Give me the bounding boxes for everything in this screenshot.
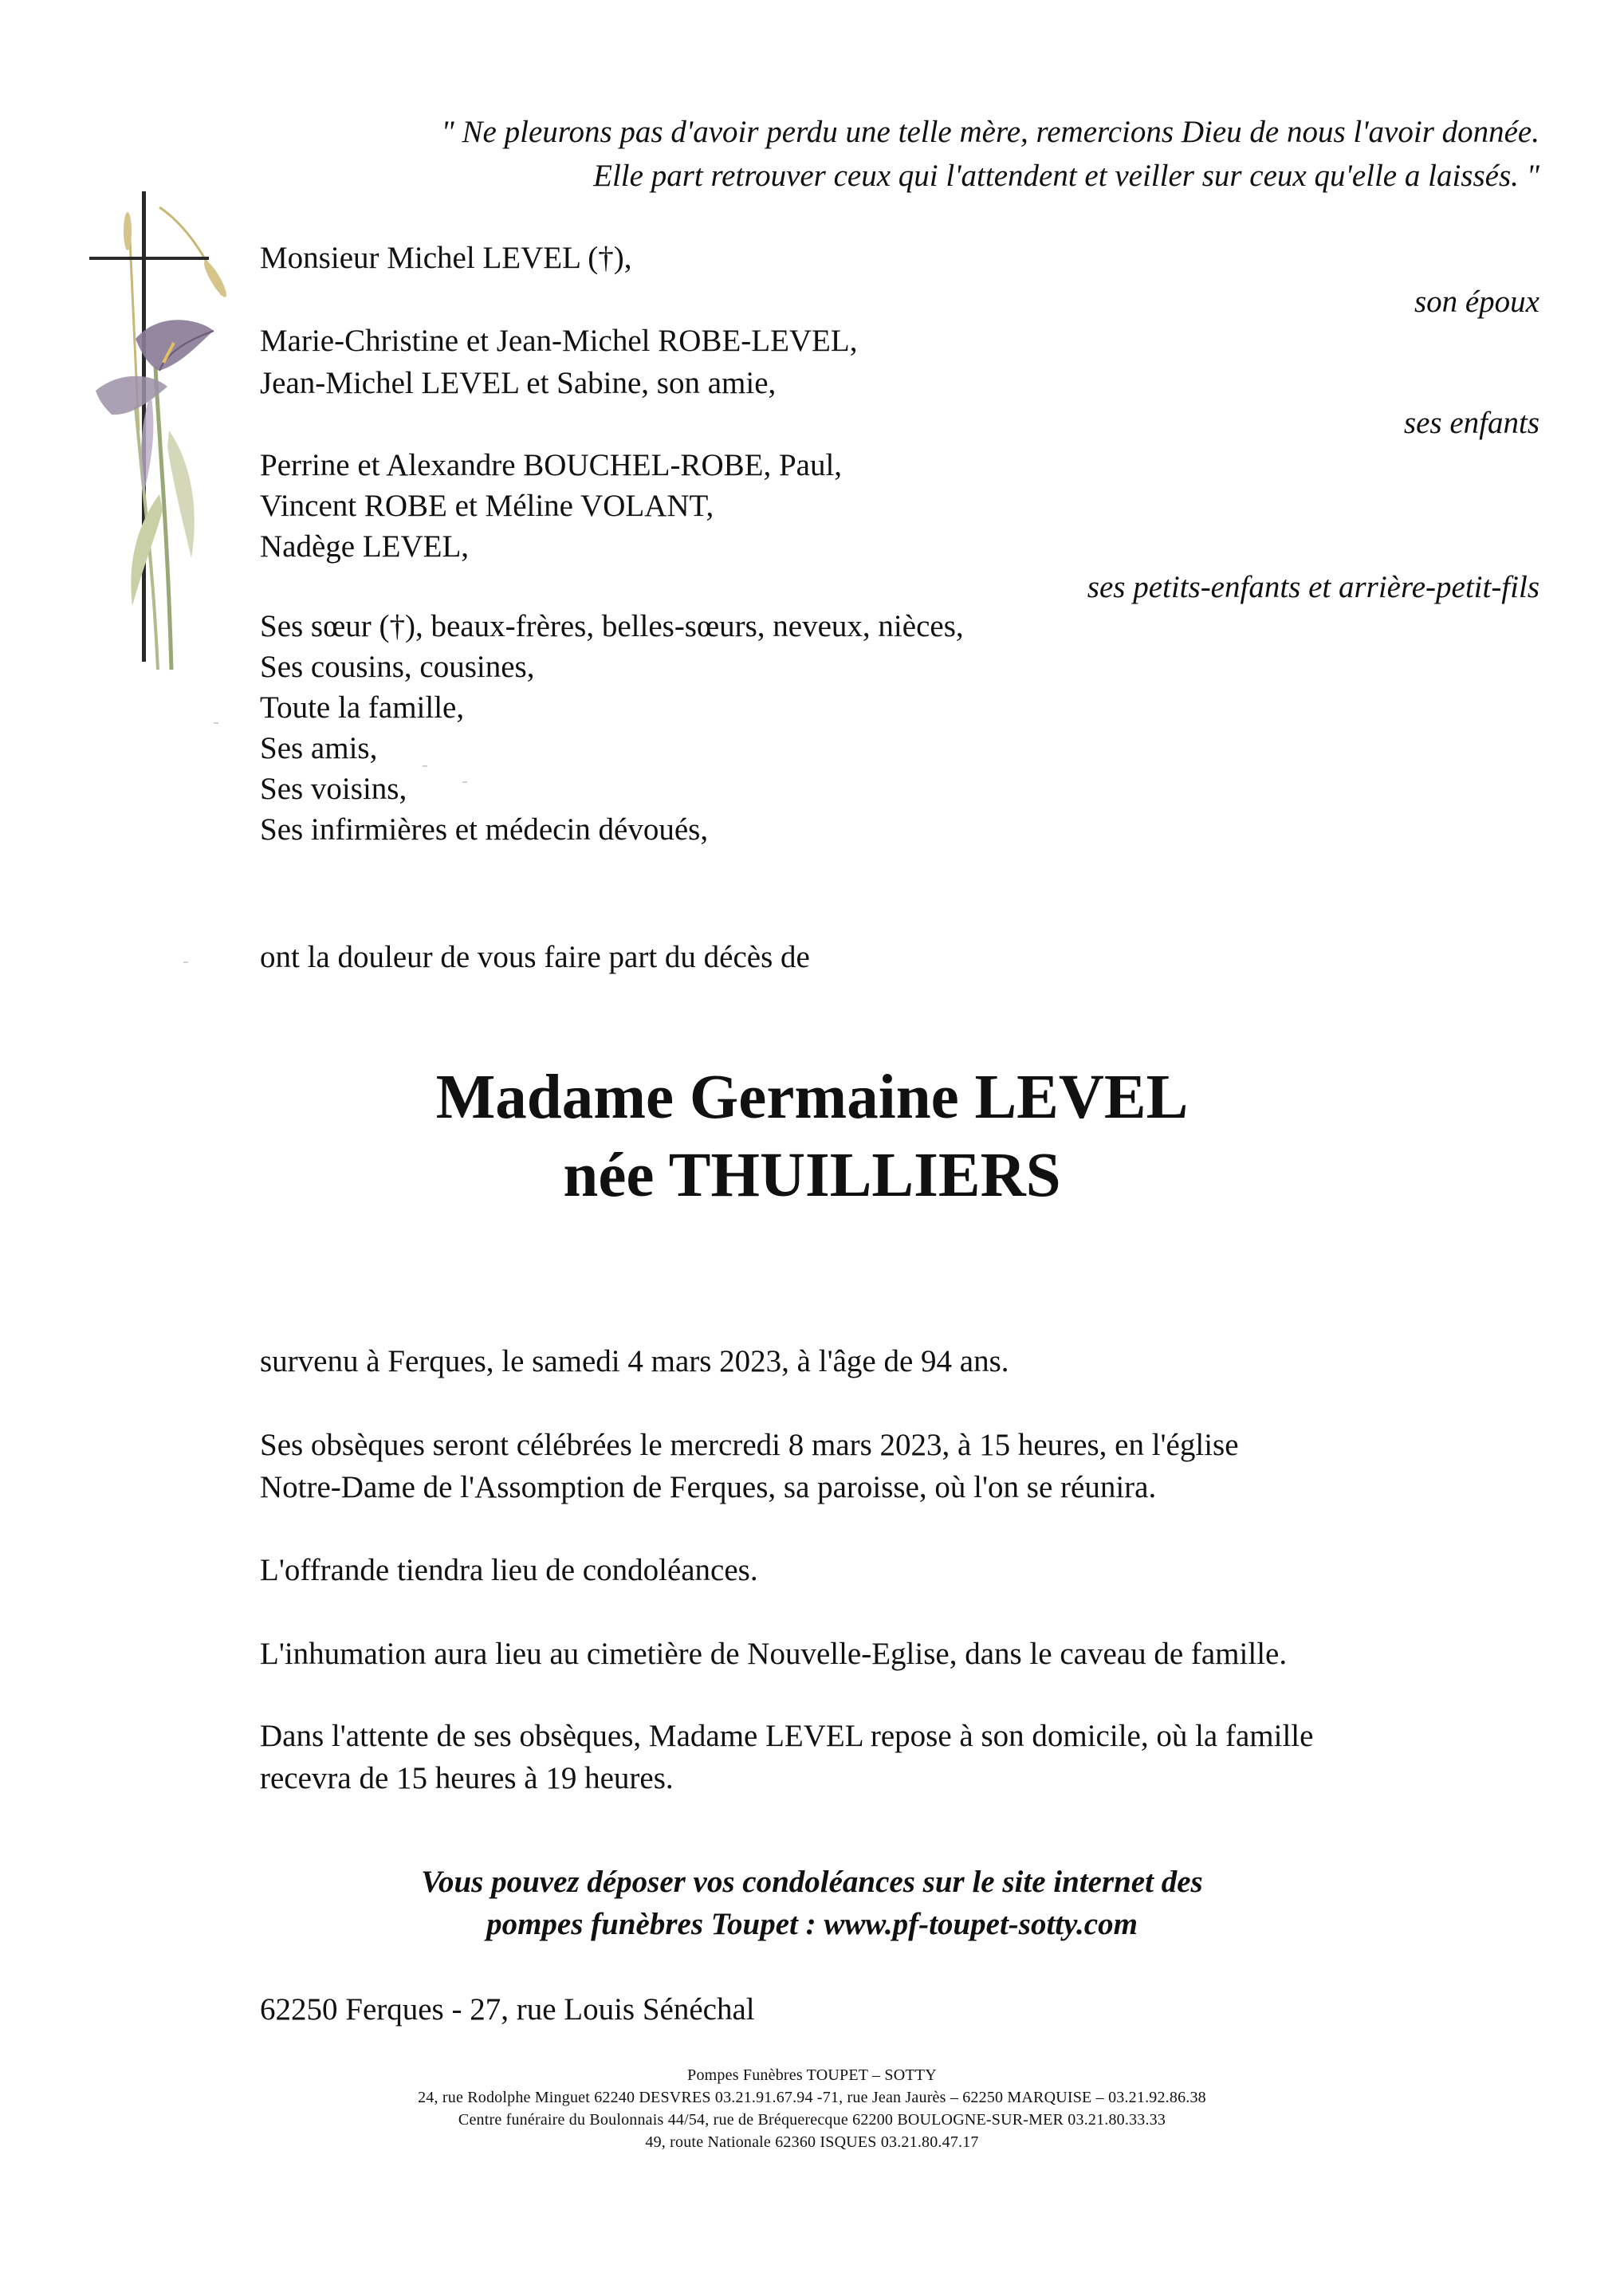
funeral-home-address: Centre funéraire du Boulonnais 44/54, rue de Bréquerecque 62200 BOULOGNE-SUR-MER 03.21.80.33.33 (458, 2111, 1166, 2129)
funeral-home-name: Pompes Funèbres TOUPET – SOTTY (687, 2066, 937, 2084)
grandchildren-line: Nadège LEVEL, (260, 529, 470, 564)
burial-details: L'inhumation aura lieu au cimetière de Nouvelle-Eglise, dans le caveau de famille. (260, 1637, 1288, 1671)
relatives-line: Ses cousins, cousines, (260, 650, 535, 684)
grandchildren-role: ses petits-enfants et arrière-petit-fils (1087, 570, 1539, 604)
announcement: ont la douleur de vous faire part du décès de (260, 940, 810, 974)
relatives-line: Ses infirmières et médecin dévoués, (260, 812, 709, 847)
relatives-line: Toute la famille, (260, 690, 465, 725)
children-line: Marie-Christine et Jean-Michel ROBE-LEVEL, (260, 324, 858, 358)
family-address: 62250 Ferques - 27, rue Louis Sénéchal (260, 1992, 755, 2027)
relatives-line: Ses amis, (260, 731, 378, 765)
offering-note: L'offrande tiendra lieu de condoléances. (260, 1553, 758, 1587)
rest-details: recevra de 15 heures à 19 heures. (260, 1761, 674, 1795)
spouse-role: son époux (1414, 285, 1539, 319)
quote-line-2: Elle part retrouver ceux qui l'attendent et veiller sur ceux qu'elle a laissés. " (593, 159, 1539, 193)
death-details: survenu à Ferques, le samedi 4 mars 2023, à l'âge de 94 ans. (260, 1344, 1009, 1378)
lily-flower (136, 320, 214, 371)
scan-speck (214, 722, 218, 724)
grandchildren-line: Perrine et Alexandre BOUCHEL-ROBE, Paul, (260, 448, 843, 482)
wheat-ear (201, 258, 230, 299)
children-line: Jean-Michel LEVEL et Sabine, son amie, (260, 366, 777, 400)
cross-with-lily-icon (80, 191, 239, 686)
funeral-details: Ses obsèques seront célébrées le mercredi 8 mars 2023, à 15 heures, en l'église (260, 1428, 1239, 1462)
scan-speck (423, 765, 427, 767)
scan-speck (462, 781, 467, 783)
leaf (167, 431, 195, 558)
children-role: ses enfants (1403, 406, 1539, 440)
rest-details: Dans l'attente de ses obsèques, Madame LEVEL repose à son domicile, où la famille (260, 1719, 1314, 1753)
deceased-maiden-name: née THUILLIERS (563, 1141, 1061, 1210)
funeral-home-address: 24, rue Rodolphe Minguet 62240 DESVRES 03.21.91.67.94 -71, rue Jean Jaurès – 62250 MARQUISE – 03.21.92.86.38 (418, 2089, 1206, 2106)
deceased-name: Madame Germaine LEVEL (435, 1063, 1189, 1132)
spouse-name: Monsieur Michel LEVEL (†), (260, 241, 632, 275)
quote-line-1: " Ne pleurons pas d'avoir perdu une telle mère, remercions Dieu de nous l'avoir donnée. (441, 115, 1539, 149)
grandchildren-line: Vincent ROBE et Méline VOLANT, (260, 489, 714, 523)
relatives-line: Ses voisins, (260, 772, 407, 806)
condolences-note: pompes funèbres Toupet : www.pf-toupet-sotty.com (486, 1907, 1138, 1941)
funeral-details: Notre-Dame de l'Assomption de Ferques, sa paroisse, où l'on se réunira. (260, 1470, 1157, 1504)
funeral-home-address: 49, route Nationale 62360 ISQUES 03.21.80.47.17 (645, 2133, 979, 2151)
cross-horizontal (89, 257, 209, 260)
wheat-ear (124, 212, 132, 250)
condolences-note: Vous pouvez déposer vos condoléances sur le site internet des (421, 1865, 1203, 1899)
relatives-line: Ses sœur (†), beaux-frères, belles-sœurs, neveux, nièces, (260, 609, 964, 643)
scan-speck (183, 961, 188, 963)
